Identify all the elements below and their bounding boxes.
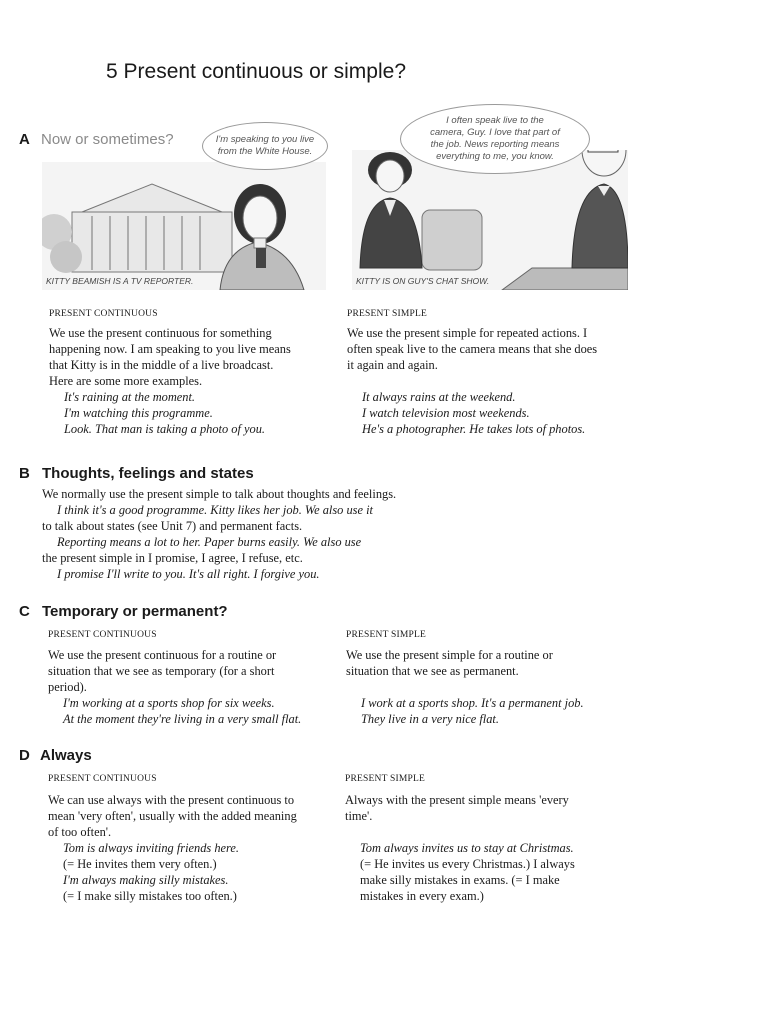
section-d-heading: Always — [40, 747, 92, 764]
section-c-heading: Temporary or permanent? — [42, 603, 228, 620]
text-line: that Kitty is in the middle of a live broadcast. — [49, 358, 274, 372]
section-d-letter: D — [19, 747, 30, 764]
example-line: I promise I'll write to you. It's all right. I forgive you. — [57, 567, 320, 581]
bubble-line: from the White House. — [217, 146, 313, 157]
text-line: We use the present simple for repeated actions. I — [347, 326, 588, 340]
section-a-letter: A — [19, 131, 30, 148]
text-line: often speak live to the camera means that she does — [347, 342, 598, 356]
reporter-drawing — [42, 162, 326, 290]
label-present-simple: PRESENT SIMPLE — [347, 309, 427, 319]
label-present-continuous: PRESENT CONTINUOUS — [48, 630, 157, 640]
speech-bubble-kitty-show — [400, 104, 590, 174]
section-b-heading: Thoughts, feelings and states — [42, 465, 254, 482]
section-b-letter: B — [19, 465, 30, 482]
label-present-continuous: PRESENT CONTINUOUS — [49, 309, 158, 319]
text-line: time'. — [345, 809, 373, 823]
example-line: I'm always making silly mistakes. — [63, 873, 229, 887]
bubble-line: the job. News reporting means — [430, 139, 560, 150]
text-line: to talk about states (see Unit 7) and permanent facts. — [42, 519, 303, 533]
speech-bubble-kitty — [202, 122, 328, 170]
bubble-line: everything to me, you know. — [436, 151, 554, 162]
caption-right: KITTY IS ON GUY'S CHAT SHOW. — [356, 276, 490, 286]
example-line: I think it's a good programme. Kitty likes her job. We also use it — [57, 503, 373, 517]
caption-left: KITTY BEAMISH IS A TV REPORTER. — [46, 276, 194, 286]
text-line: We use the present continuous for a routine or — [48, 648, 277, 662]
example-line: It always rains at the weekend. — [362, 390, 516, 404]
text-line: Here are some more examples. — [49, 374, 203, 388]
example-line: I watch television most weekends. — [362, 406, 530, 420]
text-line: Always with the present simple means 'every — [345, 793, 569, 807]
bubble-line: camera, Guy. I love that part of — [430, 127, 560, 138]
example-gloss: (= He invites them very often.) — [63, 857, 217, 871]
example-gloss: (= I make silly mistakes too often.) — [63, 889, 237, 903]
example-line: He's a photographer. He takes lots of photos. — [362, 422, 586, 436]
example-line: I work at a sports shop. It's a permanent job. — [361, 696, 584, 710]
text-line: We use the present simple for a routine or — [346, 648, 553, 662]
example-line: Look. That man is taking a photo of you. — [64, 422, 266, 436]
example-line: I'm working at a sports shop for six weeks. — [63, 696, 275, 710]
label-present-simple: PRESENT SIMPLE — [345, 774, 425, 784]
example-gloss: make silly mistakes in exams. (= I make — [360, 873, 560, 887]
bubble-line: I often speak live to the — [446, 115, 544, 126]
illustration-white-house-reporter — [42, 162, 326, 290]
example-line: It's raining at the moment. — [64, 390, 196, 404]
text-line: We normally use the present simple to talk about thoughts and feelings. — [42, 487, 397, 501]
text-line: situation that we see as permanent. — [346, 664, 519, 678]
page-title: 5 Present continuous or simple? — [106, 60, 406, 83]
bubble-line: I'm speaking to you live — [215, 134, 315, 145]
example-line: Tom is always inviting friends here. — [63, 841, 239, 855]
label-present-simple: PRESENT SIMPLE — [346, 630, 426, 640]
section-c-letter: C — [19, 603, 30, 620]
text-line: We use the present continuous for something — [49, 326, 272, 340]
text-line: We can use always with the present continuous to — [48, 793, 295, 807]
example-gloss: mistakes in every exam.) — [360, 889, 484, 903]
text-line: situation that we see as temporary (for a short — [48, 664, 275, 678]
label-present-continuous: PRESENT CONTINUOUS — [48, 774, 157, 784]
example-line: Tom always invites us to stay at Christmas. — [360, 841, 574, 855]
example-line: Reporting means a lot to her. Paper burns easily. We also use — [57, 535, 362, 549]
text-line: period). — [48, 680, 87, 694]
text-line: of too often'. — [48, 825, 112, 839]
text-line: the present simple in I promise, I agree, I refuse, etc. — [42, 551, 303, 565]
example-line: They live in a very nice flat. — [361, 712, 499, 726]
example-line: At the moment they're living in a very small flat. — [63, 712, 302, 726]
text-line: mean 'very often', usually with the added meaning — [48, 809, 297, 823]
example-gloss: (= He invites us every Christmas.) I always — [360, 857, 575, 871]
text-line: it again and again. — [347, 358, 438, 372]
example-line: I'm watching this programme. — [64, 406, 213, 420]
text-line: happening now. I am speaking to you live means — [49, 342, 291, 356]
section-a-heading: Now or sometimes? — [41, 131, 174, 148]
